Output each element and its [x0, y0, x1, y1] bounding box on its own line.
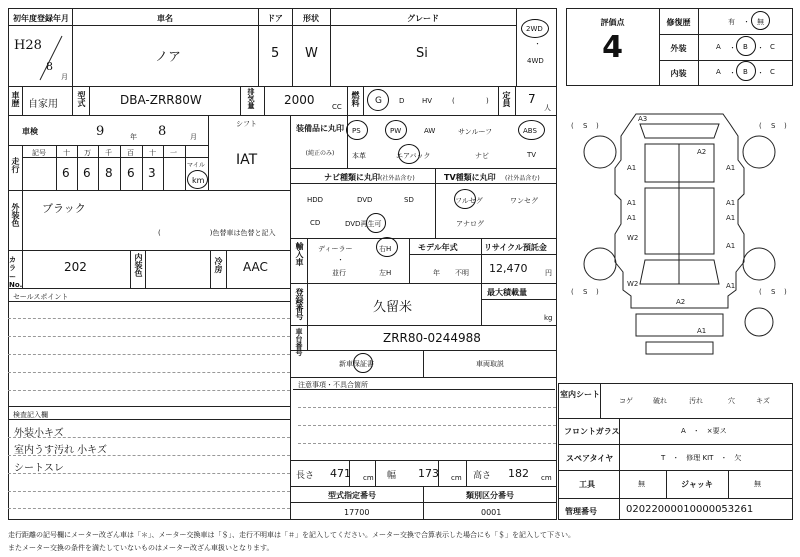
- fuel-close: ): [486, 97, 489, 105]
- usage-value: 自家用: [28, 99, 58, 110]
- damage-mark: A1: [627, 214, 637, 222]
- damage-mark: A1: [697, 327, 707, 335]
- int-c: C: [770, 68, 775, 76]
- height-value: 182: [508, 467, 529, 480]
- width-label: 幅: [387, 471, 397, 481]
- equip-leather: 本革: [352, 152, 366, 160]
- shift-label: シフト: [236, 120, 257, 128]
- model-year-value: 不明: [455, 269, 469, 277]
- model-value: DBA-ZRR80W: [120, 93, 202, 107]
- paren: ): [784, 288, 787, 296]
- aircon-label: 冷房: [214, 257, 223, 273]
- type-designation-value: 17700: [344, 508, 370, 517]
- mile-label: マイル: [187, 162, 205, 169]
- ext-b-circle: [736, 36, 756, 56]
- fuel-label: 燃料: [351, 91, 360, 107]
- door-label: ドア: [267, 14, 283, 23]
- mileage-digit: 6: [127, 166, 135, 180]
- damage-mark-a3: A3: [638, 115, 648, 123]
- car-name-value: ノア: [155, 50, 182, 65]
- drive-sep: ・: [534, 40, 541, 48]
- place-label: 千: [105, 149, 112, 157]
- paren: (: [571, 288, 574, 296]
- damage-mark: A1: [726, 282, 736, 290]
- tv-sub: (社外品含む): [505, 175, 540, 182]
- paren: (: [759, 122, 762, 130]
- spare-tire-label: スペアタイヤ: [566, 454, 614, 463]
- s-label: S: [771, 288, 776, 296]
- spare-tire-value: T ・ 修理 KIT ・ 欠: [661, 454, 742, 462]
- month-unit: 月: [61, 73, 68, 81]
- ext-c: C: [770, 43, 775, 51]
- windshield-label: フロントガラス: [564, 427, 620, 436]
- mileage-label: 走行: [11, 157, 20, 173]
- grade-label: グレード: [407, 14, 439, 23]
- tools-label: 工具: [579, 480, 595, 489]
- equip-tv: TV: [527, 151, 537, 159]
- shape-label: 形状: [303, 14, 319, 23]
- person-unit: 人: [544, 104, 551, 112]
- manual-label: 車両取説: [476, 360, 504, 368]
- drive-2wd-circle: [521, 19, 549, 38]
- height-label: 高さ: [473, 471, 492, 481]
- cc-unit: CC: [332, 103, 342, 111]
- s-label: S: [583, 288, 588, 296]
- usage-label: 車歴: [11, 91, 20, 107]
- drive-4wd: 4WD: [527, 57, 544, 65]
- drive-2wd: 2WD: [526, 25, 543, 33]
- warranty-circle: [353, 353, 373, 373]
- s-label: S: [583, 122, 588, 130]
- import-dot: ・: [337, 256, 344, 264]
- model-year-unit: 年: [433, 269, 440, 277]
- damage-mark: A2: [676, 298, 686, 306]
- color-no-value: 202: [64, 260, 87, 274]
- score-label: 評価点: [600, 18, 625, 27]
- damage-mark: A1: [726, 214, 736, 222]
- equipment-sub: (純正のみ): [305, 150, 335, 157]
- ext-dot2: ・: [757, 44, 764, 52]
- sales-point-label: セールスポイント: [13, 293, 69, 301]
- seat-dirt: 汚れ: [689, 397, 703, 405]
- first-reg-year: H28: [14, 38, 42, 53]
- inspector-label: 検査記入欄: [13, 411, 48, 419]
- navi-dvd: DVD: [357, 196, 373, 204]
- interior-label: 内装: [670, 69, 687, 78]
- mileage-digit: 6: [83, 166, 91, 180]
- int-b-circle: [736, 61, 756, 81]
- tv-label: TV種類に丸印: [444, 173, 496, 182]
- capacity-value: 7: [528, 92, 536, 106]
- navi-sub: (社外品含む): [380, 175, 415, 182]
- color-label: 外装色: [11, 203, 20, 227]
- length-value: 471: [330, 467, 351, 480]
- navi-sd: SD: [404, 196, 414, 204]
- mileage-digit: 8: [105, 166, 113, 180]
- capacity-label: 定員: [502, 91, 511, 107]
- ext-dot1: ・: [729, 44, 736, 52]
- repair-no: 無: [757, 18, 764, 26]
- damage-mark: A1: [726, 199, 736, 207]
- registration-label: 登録番号: [295, 288, 304, 320]
- inspector-line: シートスレ: [14, 463, 64, 474]
- windshield-value: A ・ ×要ス: [681, 427, 727, 435]
- registration-value: 久留米: [373, 300, 413, 315]
- navi-label: ナビ種類に丸印: [324, 173, 380, 182]
- navi-hdd: HDD: [307, 196, 324, 204]
- tv-fullseg: フルセグ: [455, 197, 483, 205]
- mileage-digit: 6: [62, 166, 70, 180]
- fuel-other: (: [452, 97, 455, 105]
- navi-dvd-play: DVD再生可: [345, 220, 382, 228]
- kg-unit: kg: [544, 314, 553, 322]
- tv-analog: アナログ: [456, 220, 484, 228]
- displacement-value: 2000: [284, 93, 315, 107]
- equip-pw-circle: [385, 120, 407, 140]
- cm-unit: cm: [451, 474, 462, 482]
- color-value: ブラック: [42, 202, 86, 215]
- inspection-year-unit: 年: [130, 133, 137, 141]
- inspection-month-unit: 月: [190, 133, 197, 141]
- fuel-d: D: [399, 97, 405, 105]
- inspector-line: 室内うす汚れ 小キズ: [14, 445, 107, 456]
- type-designation-label: 型式指定番号: [328, 491, 376, 500]
- width-value: 173: [418, 467, 439, 480]
- equip-airbag-circle: [398, 144, 420, 164]
- paren: ): [596, 288, 599, 296]
- paren: (: [759, 288, 762, 296]
- inspection-label: 車検: [22, 127, 38, 136]
- chassis-label: 車台番号: [295, 328, 303, 356]
- inspection-month: 8: [158, 124, 167, 139]
- repair-yes: 有: [728, 18, 735, 26]
- recycle-value: 12,470: [489, 262, 528, 275]
- car-diagram: [566, 104, 793, 380]
- int-b: B: [743, 68, 748, 76]
- control-label: 管理番号: [565, 507, 597, 516]
- import-left: 左H: [379, 269, 392, 277]
- recycle-label: リサイクル預託金: [484, 243, 547, 252]
- jack-label: ジャッキ: [681, 480, 713, 489]
- length-label: 長さ: [296, 471, 315, 481]
- import-label: 輸入車: [295, 242, 304, 266]
- model-label: 型式: [77, 91, 86, 107]
- color-no-label: カラーNo.: [9, 256, 23, 290]
- yen-unit: 円: [545, 269, 552, 277]
- fuel-g: G: [375, 96, 382, 106]
- max-load-label: 最大積載量: [487, 288, 527, 297]
- interior-seat-label: 室内シート: [560, 390, 600, 399]
- first-reg-month: 8: [46, 60, 53, 73]
- seat-scratch: キズ: [756, 397, 770, 405]
- place-label: 万: [84, 149, 91, 157]
- equipment-label: 装備品に丸印: [296, 124, 344, 133]
- equip-abs-circle: [518, 120, 545, 140]
- jack-value: 無: [754, 480, 761, 488]
- equip-aw: AW: [424, 127, 436, 135]
- repair-sep: ・: [743, 18, 750, 26]
- damage-mark: A1: [627, 199, 637, 207]
- shape-value: W: [305, 46, 318, 61]
- import-right-circle: [376, 237, 398, 257]
- displacement-label: 排気量: [247, 88, 255, 109]
- interior-color-label: 内装色: [134, 253, 143, 277]
- score-value: 4: [602, 30, 623, 65]
- int-dot2: ・: [757, 69, 764, 77]
- door-value: 5: [271, 46, 280, 61]
- damage-mark: W2: [627, 280, 639, 288]
- import-parallel: 並行: [332, 269, 346, 277]
- cm-unit: cm: [541, 474, 552, 482]
- equip-sunroof: サンルーフ: [458, 128, 493, 136]
- model-year-label: モデル年式: [418, 243, 458, 252]
- equip-abs: ABS: [523, 127, 537, 135]
- place-label: 十: [63, 149, 70, 157]
- notes-label: 注意事項・不具合箇所: [298, 381, 368, 389]
- aircon-value: AAC: [243, 260, 268, 274]
- warranty-label: 新車保証書: [339, 360, 374, 368]
- inspection-year: 9: [96, 124, 105, 139]
- control-value: 02022000010000053261: [626, 504, 754, 515]
- navi-circle: [366, 213, 386, 233]
- mileage-digit: 3: [148, 166, 156, 180]
- category-label: 類別区分番号: [466, 491, 514, 500]
- tools-value: 無: [638, 480, 645, 488]
- seat-hole: 穴: [728, 397, 735, 405]
- km-circle: [187, 170, 208, 189]
- seat-tear: 破れ: [653, 397, 667, 405]
- int-a: A: [716, 68, 721, 76]
- footer-line-1: 走行距離の記号欄にメーター改ざん車は「＊」、メーター交換車は「＄」、走行不明車は「＃」を記入してください。メーター交換で合算表示した場合にも「＄」を記入して下さい。: [8, 531, 575, 539]
- damage-mark: A1: [726, 242, 736, 250]
- damage-mark: A2: [697, 148, 707, 156]
- seat-koge: コゲ: [619, 397, 633, 405]
- paren: ): [784, 122, 787, 130]
- damage-mark: A1: [726, 164, 736, 172]
- s-label: S: [771, 122, 776, 130]
- grade-value: Si: [416, 46, 428, 61]
- fuel-g-circle: [367, 89, 389, 111]
- color-change-note: ( )色替車は色替と記入: [158, 229, 276, 237]
- ext-a: A: [716, 43, 721, 51]
- paren: (: [571, 122, 574, 130]
- place-label: 百: [127, 149, 134, 157]
- footer-line-2: またメーター交換の条件を満たしていないものはメーター改ざん車扱いとなります。: [8, 544, 274, 552]
- fuel-hv: HV: [422, 97, 433, 105]
- equip-pw: PW: [390, 127, 402, 135]
- cm-unit: cm: [363, 474, 374, 482]
- damage-mark: A1: [627, 164, 637, 172]
- shift-value: IAT: [236, 152, 258, 168]
- repair-no-circle: [751, 11, 770, 30]
- ext-b: B: [743, 43, 748, 51]
- first-reg-label: 初年度登録年月: [13, 14, 69, 23]
- repair-label: 修復歴: [666, 18, 691, 27]
- place-label: 十: [149, 149, 156, 157]
- damage-mark: W2: [627, 234, 639, 242]
- equip-ps: PS: [352, 127, 361, 135]
- mileage-symbol-label: 記号: [32, 149, 46, 157]
- equip-airbag: エアバック: [396, 152, 431, 160]
- import-right: 右H: [379, 245, 392, 253]
- int-dot1: ・: [729, 69, 736, 77]
- equip-navi: ナビ: [475, 152, 489, 160]
- paren: ): [596, 122, 599, 130]
- import-dealer: ディーラー: [318, 245, 353, 253]
- exterior-label: 外装: [670, 44, 687, 53]
- inspector-line: 外装小キズ: [14, 428, 64, 439]
- car-name-label: 車名: [157, 14, 173, 23]
- navi-cd: CD: [310, 219, 321, 227]
- km-label: km: [192, 176, 205, 185]
- equip-ps-circle: [346, 120, 368, 140]
- chassis-value: ZRR80-0244988: [383, 331, 481, 345]
- place-label: 一: [170, 149, 177, 157]
- category-value: 0001: [481, 508, 502, 517]
- tv-fullseg-circle: [454, 189, 476, 209]
- tv-oneseg: ワンセグ: [510, 197, 538, 205]
